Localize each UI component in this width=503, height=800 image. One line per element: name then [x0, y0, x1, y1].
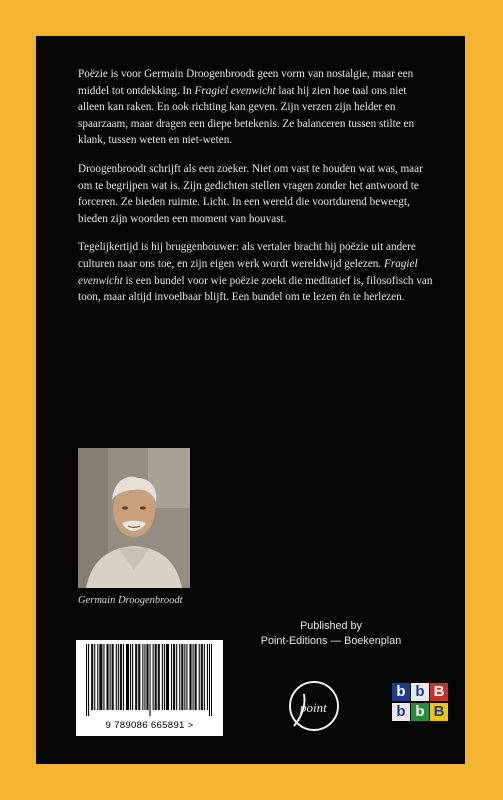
barcode-bar: [174, 644, 175, 710]
barcode-bar: [116, 644, 117, 710]
bbb-tile: B: [430, 703, 448, 721]
barcode-bar: [144, 644, 145, 710]
barcode-bar: [132, 644, 133, 710]
barcode-bar: [139, 644, 140, 710]
barcode-bar: [147, 644, 148, 710]
barcode-bar: [173, 644, 174, 710]
barcode-bar: [182, 644, 183, 710]
barcode-bar: [179, 644, 180, 710]
barcode-bar: [118, 644, 119, 710]
barcode-bar: [204, 644, 205, 710]
barcode-bar: [193, 644, 194, 710]
isbn-barcode: [76, 640, 223, 736]
barcode-bar: [168, 644, 169, 710]
blurb-paragraph-2: Droogenbroodt schrijft als een zoeker. Niet om vast te houden wat was, maar om te begrijpen wat is. Zijn gedichten stellen vragen zonder het antwoord te forceren. Ze bieden ruimte. Licht. In een wereld die voortdurend beweegt, bieden zijn woorden een moment van houvast.: [78, 162, 423, 225]
barcode-bar: [207, 644, 208, 710]
publisher-line-1: Published by: [300, 620, 362, 632]
barcode-bar: [97, 644, 98, 710]
barcode-bar: [196, 644, 197, 710]
barcode-bar: [136, 644, 137, 710]
barcode-bar: [202, 644, 203, 710]
barcode-bar: [167, 644, 168, 710]
barcode-bar: [158, 644, 159, 710]
barcode-bar: [94, 644, 95, 710]
barcode-bar: [103, 644, 104, 710]
barcode-bar: [189, 644, 190, 710]
blurb-text: [78, 66, 433, 318]
bbb-tile: b: [392, 683, 410, 701]
barcode-bar: [108, 644, 109, 710]
back-cover: [36, 36, 465, 764]
barcode-bar: [92, 644, 93, 710]
book-title-italic: Fragiel evenwicht: [194, 84, 276, 97]
barcode-bar: [123, 644, 124, 710]
barcode-bar: [135, 644, 136, 710]
barcode-bar: [127, 644, 128, 710]
barcode-bar: [120, 644, 121, 710]
barcode-bar: [181, 644, 182, 710]
barcode-bar: [130, 644, 131, 710]
book-title-italic: Fragiel evenwicht: [78, 257, 418, 287]
author-photo: [78, 448, 190, 588]
publisher-line-2: Point-Editions — Boekenplan: [260, 635, 402, 647]
barcode-bar: [209, 644, 210, 716]
author-portrait-illustration: [78, 448, 190, 588]
barcode-bar: [126, 644, 127, 710]
barcode-bar: [112, 644, 113, 710]
point-editions-logo: [284, 676, 342, 738]
barcode-bar: [100, 644, 101, 710]
barcode-bar: [99, 644, 100, 710]
barcode-bar: [128, 644, 129, 710]
barcode-bars: [86, 644, 212, 716]
barcode-bar: [88, 644, 89, 716]
barcode-bar: [164, 644, 165, 710]
barcode-bar: [110, 644, 111, 710]
barcode-bar: [159, 644, 160, 710]
barcode-bar: [162, 644, 163, 710]
bbb-tile: B: [430, 683, 448, 701]
barcode-bar: [171, 644, 172, 710]
barcode-bar: [101, 644, 102, 710]
blurb-paragraph-3: Tegelijkertijd is hij bruggenbouwer: als vertaler bracht hij poëzie uit andere culturen naar ons toe, en zijn eigen werk wordt wereldwijd gelezen. Fragiel evenwicht is een bundel voor wie poëzie zoekt die meditatief is, filosofisch van toon, maar altijd invoelbaar blijft. Een bundel om te lezen én te herlezen.: [78, 241, 433, 304]
barcode-bar: [153, 644, 154, 710]
blurb-paragraph-1: Poëzie is voor Germain Droogenbroodt geen vorm van nostalgie, maar een middel tot ontdekking. In Fragiel evenwicht laat hij zien hoe taal ons niet alleen kan raken. En ook richting kan geven. Zijn verzen zijn helder en spaarzaam, maar dragen een diepe betekenis. Ze balanceren tussen stilte en klank, tussen weten en niet-weten.: [78, 68, 415, 147]
bbb-tile: b: [411, 683, 429, 701]
point-logo-text: point: [300, 700, 327, 715]
barcode-bar: [150, 644, 151, 716]
barcode-bar: [176, 644, 177, 710]
barcode-bar: [155, 644, 156, 710]
publisher-credit: [246, 619, 416, 649]
barcode-bar: [211, 644, 212, 716]
barcode-bar: [190, 644, 191, 710]
barcode-bar: [86, 644, 87, 716]
barcode-bar: [201, 644, 202, 710]
bbb-tile: b: [411, 703, 429, 721]
barcode-bar: [138, 644, 139, 710]
barcode-bar: [186, 644, 187, 710]
author-caption: Germain Droogenbroodt: [78, 595, 183, 606]
barcode-bar: [91, 644, 92, 710]
barcode-bar: [142, 644, 143, 710]
barcode-bar: [113, 644, 114, 710]
boekenplan-logo: [392, 683, 450, 753]
barcode-bar: [199, 644, 200, 710]
bbb-tile: b: [392, 703, 410, 721]
barcode-bar: [121, 644, 122, 710]
barcode-bar: [184, 644, 185, 710]
barcode-bar: [195, 644, 196, 710]
barcode-bar: [106, 644, 107, 710]
barcode-bar: [166, 644, 167, 710]
barcode-bar: [146, 644, 147, 710]
isbn-number: 9 789086 665891 >: [105, 720, 194, 731]
barcode-bar: [156, 644, 157, 710]
